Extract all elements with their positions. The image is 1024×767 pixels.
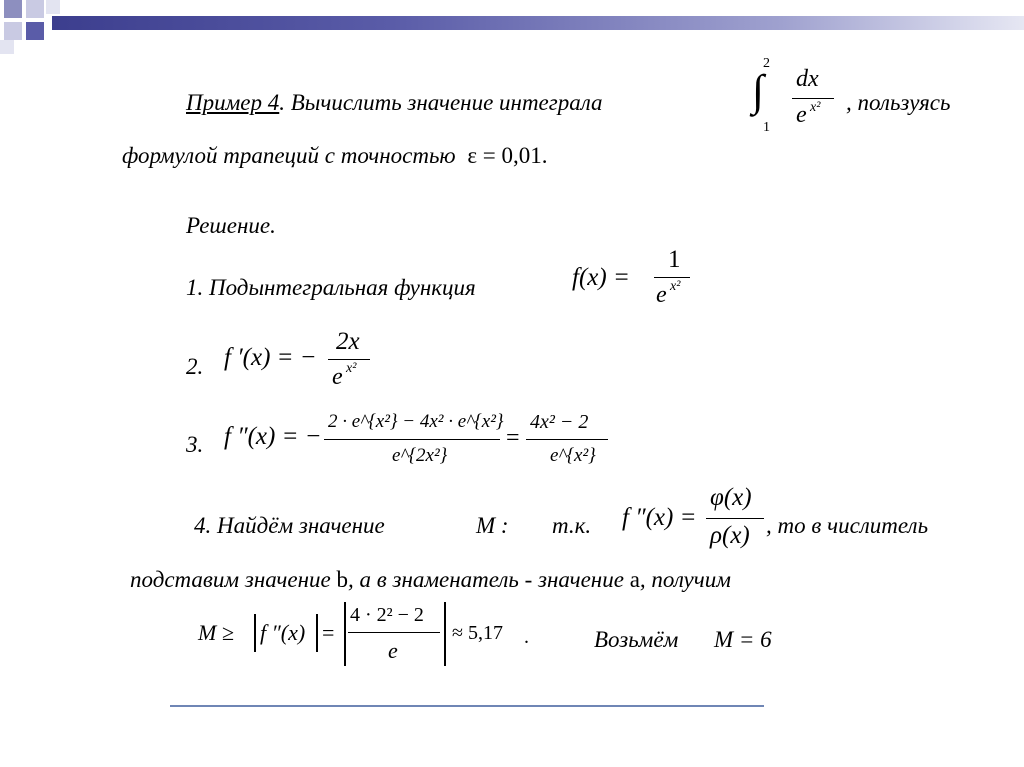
line2-text: формулой трапеций с точностью [122,143,456,168]
line2 [122,143,548,169]
f-def-num: 1 [668,246,681,273]
estimate-approx: ≈ 5,17 [452,622,503,644]
f-def-lhs: f(x) = [572,264,630,291]
f2-den1: e^{2x²} [392,445,448,466]
estimate-lhs: M ≥ [198,620,234,645]
line2-period: . [541,143,548,168]
f-def-den-exp: x² [670,279,681,294]
estimate-formula [198,600,538,670]
integral-den-exp: x² [810,100,821,115]
integral-formula [752,56,844,140]
f-def-den-base: e [656,282,667,308]
solution-label: Решение. [186,213,276,238]
step3-num: 3. [186,432,204,457]
estimate-eq: = [322,620,335,645]
estimate-num: 4 · 2² − 2 [350,604,424,626]
ratio-den: ρ(x) [710,522,750,549]
sub-text-a: подставим значение [130,567,331,592]
f2-num2: 4x² − 2 [530,411,589,433]
header-square [26,0,44,18]
step2-num: 2. [186,354,204,379]
abs-bar [316,614,318,652]
bottom-divider [170,705,764,707]
f2-eq: = [506,425,520,451]
step1-text: 1. Подынтегральная функция [186,275,476,300]
ratio-num: φ(x) [710,484,752,511]
sub-b: b [336,567,348,592]
take-formula: M = 6 [714,627,772,652]
abs-bar [444,602,446,666]
ratio-formula [622,484,772,560]
f-double-prime [224,405,624,479]
f1-lhs: f ′(x) = − [224,344,317,371]
take-text: Возьмём [594,627,679,652]
estimate-dot: . [524,626,529,648]
header-square [46,0,60,14]
header-square [26,22,44,40]
estimate-abs-f: f ″(x) [260,620,306,645]
example-text-tail: , пользуясь [846,90,951,115]
estimate-den: e [388,638,398,663]
f1-den-base: e [332,364,343,390]
header-square [4,22,22,40]
step4-M: M : [476,513,509,538]
integral-numerator: dx [796,66,819,92]
f-definition [572,246,692,320]
f1-den-exp: x² [346,361,357,376]
integral-sign: ∫ [752,66,765,115]
f2-num1: 2 · e^{x²} − 4x² · e^{x²} [328,411,504,432]
fraction-bar [348,632,440,633]
f2-den2: e^{x²} [550,445,596,466]
sub-text-e: , получим [639,567,731,592]
header-square [0,40,14,54]
epsilon-formula: ε = 0,01 [467,143,542,168]
example-text: . Вычислить значение интеграла [279,90,603,115]
header-square [4,0,22,18]
abs-bar [254,614,256,652]
integral-lower-limit: 1 [763,120,770,135]
integral-den-base: e [796,102,807,128]
fraction-bar [706,518,764,519]
header-bar [52,16,1024,30]
sub-text-c: , а в знаменатель - значение [347,567,624,592]
step4-tk: т.к. [552,513,592,538]
step4-tail: , то в числитель [766,513,929,538]
f-prime [224,328,384,402]
f2-lhs: f ″(x) = − [224,423,322,450]
substitution-line [130,567,731,593]
fraction-bar [526,439,608,440]
step4-text: 4. Найдём значение [194,513,385,538]
f1-num: 2x [336,328,360,355]
sub-a: a [629,567,640,592]
ratio-lhs: f ″(x) = [622,504,697,531]
integral-upper-limit: 2 [763,56,770,71]
example-label: Пример 4 [186,90,280,115]
abs-bar [344,602,346,666]
fraction-bar [324,439,500,440]
example-line [186,90,603,116]
